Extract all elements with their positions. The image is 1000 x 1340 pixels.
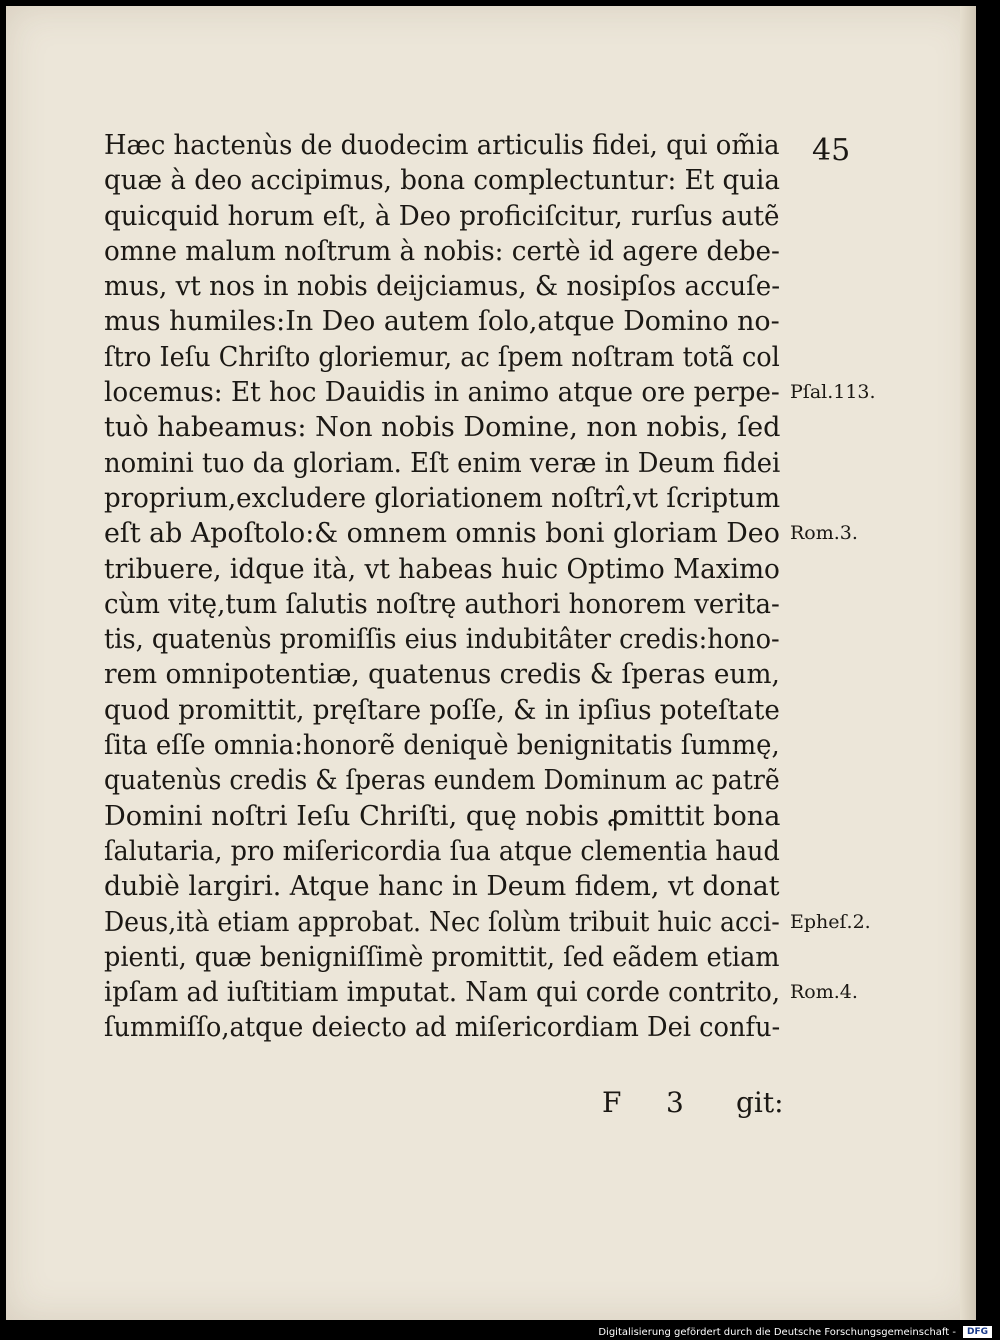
text-line: quatenùs credis & ſperas eundem Dominum ac patrẽ [104, 765, 780, 797]
margin-note: Rom.4. [790, 981, 858, 1004]
text-line: Deus,ità etiam approbat. Nec ſolùm tribuit huic acci- [104, 906, 780, 938]
text-line: quod promittit, pręſtare poſſe, & in ipſius poteſtate [104, 694, 780, 726]
text-line: proprium,excludere gloriationem noſtrî,vt ſcriptum [104, 482, 781, 514]
margin-note: Pſal.113. [790, 381, 876, 404]
text-line: tis, quatenùs promiſſis eius indubitâter credis:hono- [104, 624, 780, 656]
text-line: pienti, quæ benigniſſimè promittit, ſed eãdem etiam [104, 941, 780, 973]
main-text-block [104, 128, 804, 1046]
text-line: quæ à deo accipimus, bona complectuntur: Et quia [104, 165, 780, 197]
text-line: ſummiſſo,atque deiecto ad miſericordiam Dei confu- [104, 1012, 781, 1044]
text-line: ſalutaria, pro miſericordia ſua atque clementia haud [104, 835, 780, 867]
text-line: Domini noſtri Ieſu Chriſti, quę nobis ꝓmittit bona [104, 800, 781, 832]
catchword: git: [736, 1086, 784, 1119]
text-line: Hæc hactenùs de duodecim articulis fidei, qui om̃ia [104, 130, 780, 161]
page-number: 45 [812, 133, 851, 168]
footer-bar [0, 1322, 1000, 1340]
book-page [6, 6, 976, 1320]
margin-note: Epheſ.2. [790, 910, 871, 933]
text-line: nomini tuo da gloriam. Eſt enim veræ in Deum fidei [104, 447, 781, 479]
text-line: quicquid horum eſt, à Deo proficiſcitur, rurſus autẽ [104, 200, 780, 232]
funding-credit: Digitalisierung gefördert durch die Deutsche Forschungsgemeinschaft - [598, 1327, 956, 1338]
text-line: mus, vt nos in nobis deijciamus, & nosipſos accuſe- [104, 271, 781, 303]
margin-note: Rom.3. [790, 522, 858, 545]
page-edge-shadow [960, 6, 976, 1320]
text-line: cùm vitę,tum ſalutis noſtrę authori honorem verita- [104, 588, 780, 620]
text-line: eſt ab Apoſtolo:& omnem omnis boni gloriam Deo [104, 518, 780, 550]
text-line: ſtro Ieſu Chriſto gloriemur, ac ſpem noſtram totã col [104, 341, 780, 373]
text-line: tribuere, idque ità, vt habeas huic Optimo Maximo [104, 553, 780, 585]
text-line: dubiè largiri. Atque hanc in Deum fidem, vt donat [104, 871, 780, 903]
text-line: ipſam ad iuſtitiam imputat. Nam qui corde contrito, [104, 977, 781, 1009]
text-line: rem omnipotentiæ, quatenus credis & ſperas eum, [104, 659, 780, 691]
text-line: locemus: Et hoc Dauidis in animo atque ore perpe- [104, 377, 780, 409]
text-line: ſita eſſe omnia:honorẽ deniquè benignitatis ſummę, [104, 730, 780, 762]
text-line: mus humiles:In Deo autem ſolo,atque Domino no- [104, 306, 780, 338]
signature-mark: F [602, 1086, 622, 1119]
signature-number: 3 [666, 1086, 684, 1119]
text-line: omne malum noſtrum à nobis: certè id agere debe- [104, 235, 780, 267]
text-line: tuò habeamus: Non nobis Domine, non nobis, ſed [104, 412, 781, 444]
dfg-logo: DFG [963, 1326, 992, 1338]
